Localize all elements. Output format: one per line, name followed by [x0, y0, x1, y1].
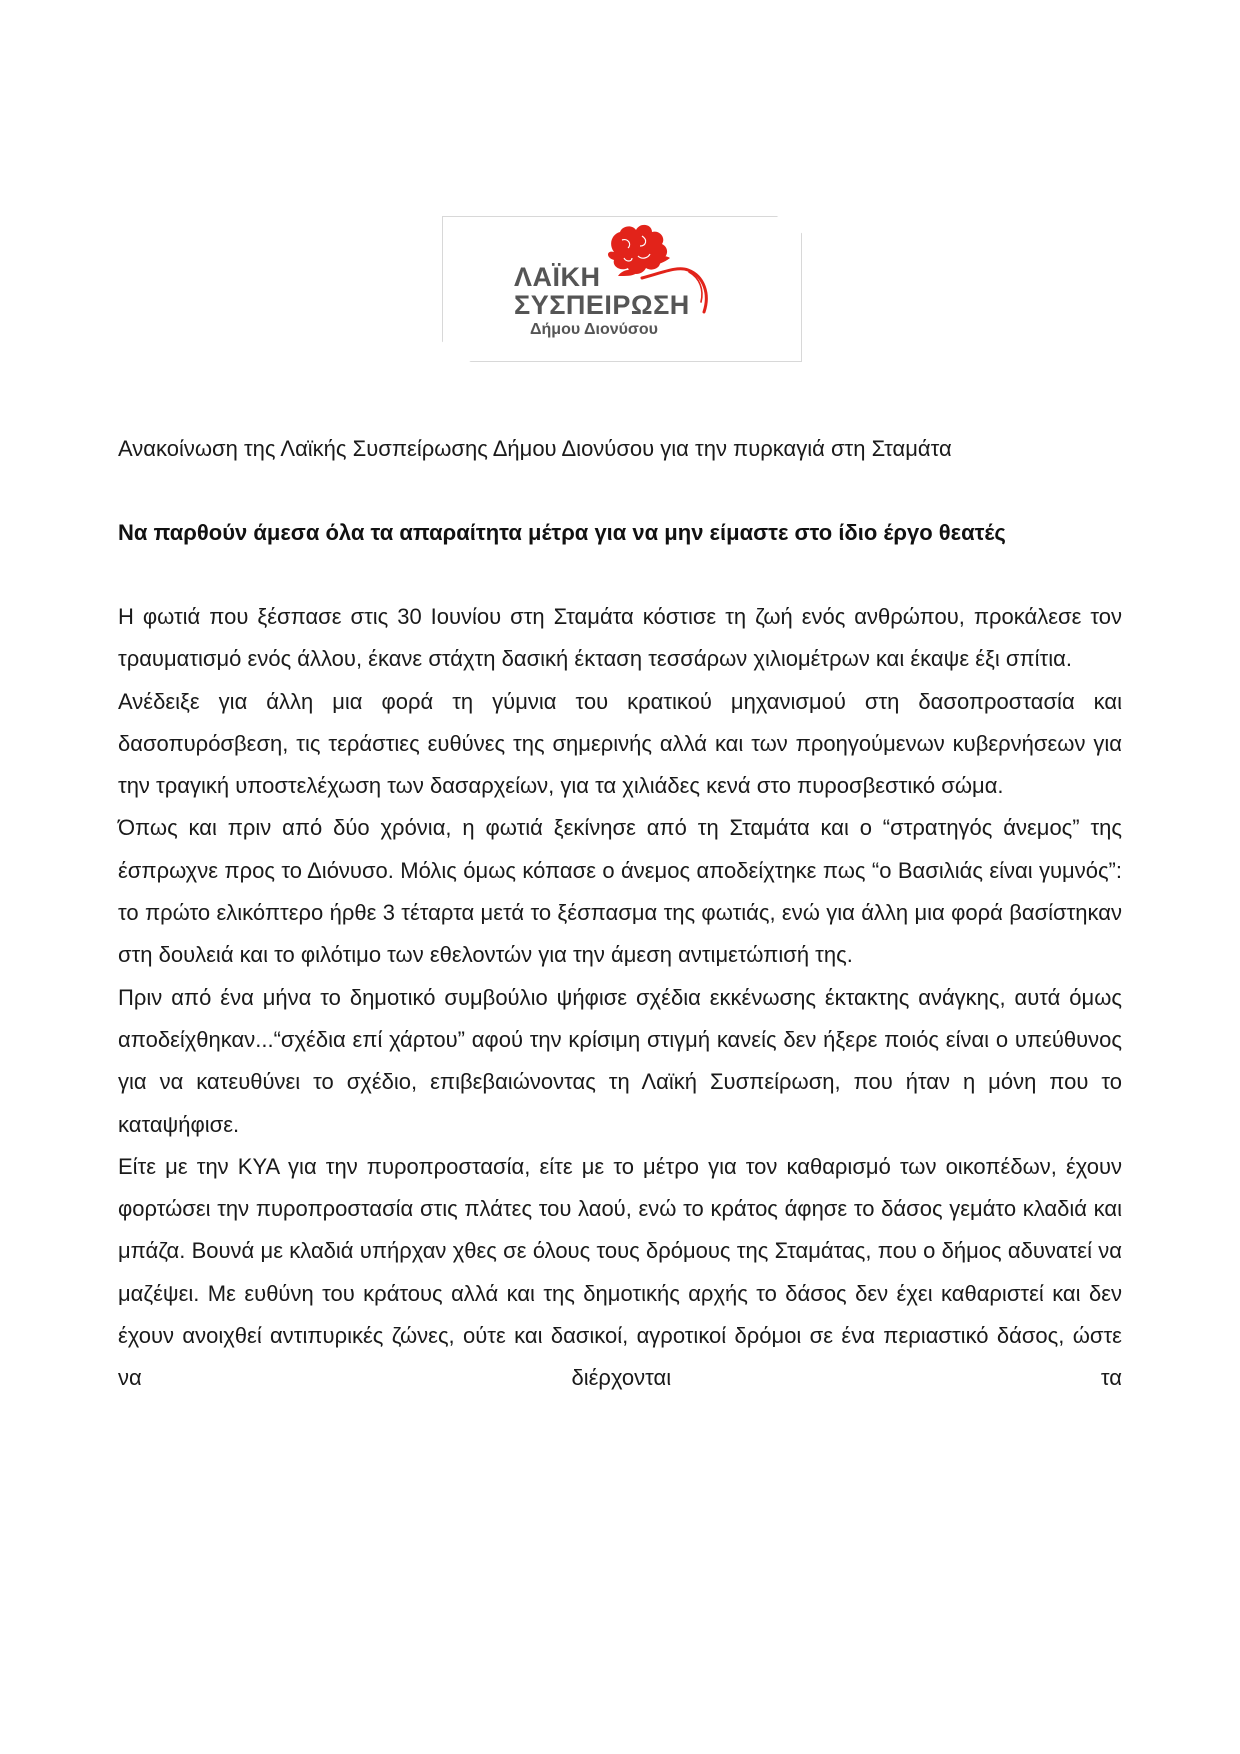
paragraph: Όπως και πριν από δύο χρόνια, η φωτιά ξεκίνησε από τη Σταμάτα και ο “στρατηγός άνεμος” της έσπρωχνε προς το Διόνυσο. Μόλις όμως κόπασε ο άνεμος αποδείχτηκε πως “ο Βασιλιάς είναι γυμνός”: το πρώτο ελικόπτερο ήρθε 3 τέταρτα μετά το ξέσπασμα της φωτιάς, ενώ για άλλη μια φορά βασίστηκαν στη δουλειά και το φιλότιμο των εθελοντών για την άμεση αντιμετώπισή της. [118, 815, 1122, 968]
paragraph: Είτε με την ΚΥΑ για την πυροπροστασία, είτε με το μέτρο για τον καθαρισμό των οικοπέδων, έχουν φορτώσει την πυροπροστασία στις πλάτες του λαού, ενώ το κράτος άφησε το δάσος γεμάτο κλαδιά και μπάζα. Βουνά με κλαδιά υπήρχαν χθες σε όλους τους δρόμους της Σταμάτας, που ο δήμος αδυνατεί να μαζέψει. Με ευθύνη του κράτους αλλά και της δημοτικής αρχής το δάσος δεν έχει καθαριστεί και δεν έχουν ανοιχθεί αντιπυρικές ζώνες, ούτε και δασικοί, αγροτικοί δρόμοι σε ένα περιαστικό δάσος, ώστε να διέρχονται τα [118, 1153, 1122, 1391]
paragraph: Πριν από ένα μήνα το δημοτικό συμβούλιο ψήφισε σχέδια εκκένωσης έκτακτης ανάγκης, αυτά όμως αποδείχθηκαν...“σχέδια επί χάρτου” αφού την κρίσιμη στιγμή κανείς δεν ήξερε ποιός είναι ο υπεύθυνος για να κατευθύνει το σχέδιο, επιβεβαιώνοντας τη Λαϊκή Συσπείρωση, που ήταν η μόνη που το καταψήφισε. [118, 984, 1122, 1137]
logo-title-line2: ΣΥΣΠΕΙΡΩΣΗ [514, 290, 690, 320]
paragraph: Ανέδειξε για άλλη μια φορά τη γύμνια του κρατικού μηχανισμού στη δασοπροστασία και δασοπυρόσβεση, τις τεράστιες ευθύνες της σημερινής αλλά και των προηγούμενων κυβερνήσεων για την τραγική υποστελέχωση των δασαρχείων, για τα χιλιάδες κενά στο πυροσβεστικό σώμα. [118, 688, 1122, 799]
paragraph: Η φωτιά που ξέσπασε στις 30 Ιουνίου στη Σταμάτα κόστισε τη ζωή ενός ανθρώπου, προκάλεσε τον τραυματισμό ενός άλλου, έκανε στάχτη δασική έκταση τεσσάρων χιλιομέτρων και έκαψε έξι σπίτια. [118, 604, 1122, 672]
logo-subtitle: Δήμου Διονύσου [530, 321, 658, 338]
announcement-body [118, 596, 1122, 1400]
announcement-headline: Να παρθούν άμεσα όλα τα απαραίτητα μέτρα για να μην είμαστε στο ίδιο έργο θεατές [118, 520, 1006, 545]
logo-title-line1: ΛΑΪΚΗ [514, 262, 601, 292]
document-content [118, 428, 1122, 1400]
announcement-intro: Ανακοίνωση της Λαϊκής Συσπείρωσης Δήμου Διονύσου για την πυρκαγιά στη Σταμάτα [118, 436, 952, 461]
